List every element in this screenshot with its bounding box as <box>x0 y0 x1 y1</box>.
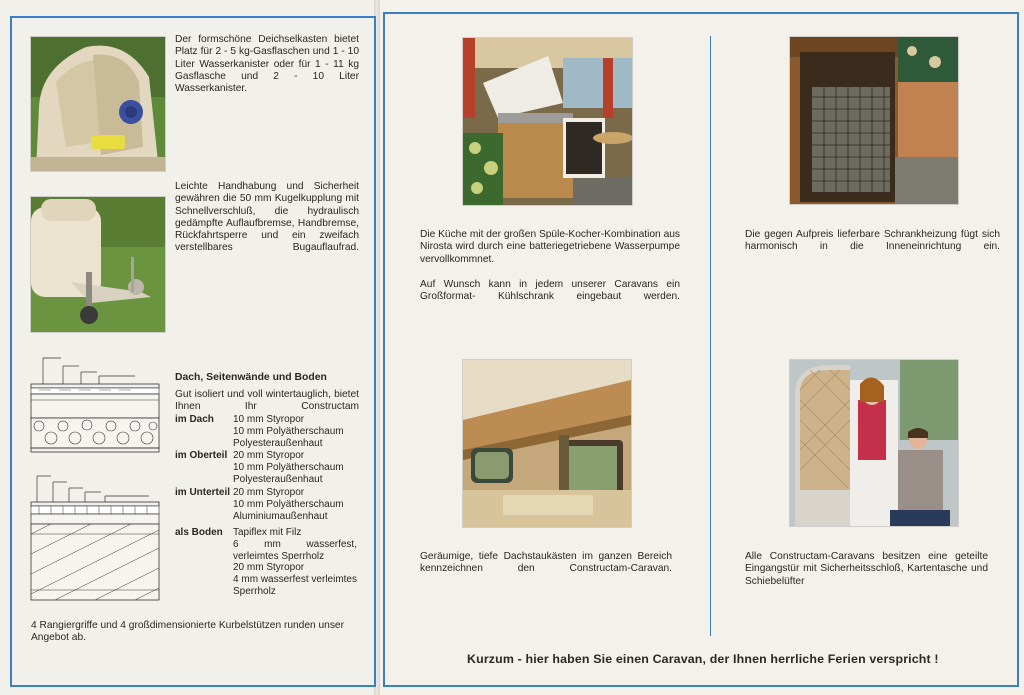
spec-roof <box>175 414 365 450</box>
spec-lower-line: 10 mm Polyätherschaum <box>233 498 344 510</box>
roof-storage-caption: Geräumige, tiefe Dachstaukästen im ganzen Bereich kennzeichnen den Constructam-Caravan. <box>420 551 672 575</box>
entrance-door-caption: Alle Constructam-Caravans besitzen eine geteilte Eingangstür mit Sicherheitsschloß, Kartentasche und Schiebelüfter <box>745 551 988 587</box>
coupling-photo <box>31 197 165 332</box>
spec-upper-label: im Oberteil <box>175 450 228 461</box>
kitchen-caption: Die Küche mit der großen Spüle-Kocher-Kombination aus Nirosta wird durch eine batteriegetriebene Wasserpumpe vervollkommnet. <box>420 229 680 265</box>
entrance-door-photo <box>790 360 958 526</box>
spec-upper-line: 10 mm Polyätherschaum <box>233 461 344 473</box>
spec-lower <box>175 487 365 523</box>
heater-photo <box>790 37 958 204</box>
spec-floor-line: 4 mm wasserfest verleimtes Sperrholz <box>233 574 357 597</box>
spec-upper-line: 20 mm Styropor <box>233 450 305 461</box>
column-divider <box>710 36 711 636</box>
spec-lower-line: Aluminiumaußenhaut <box>233 510 328 522</box>
spec-floor-line: 20 mm Styropor <box>233 562 305 574</box>
construction-heading: Dach, Seitenwände und Boden <box>175 372 327 383</box>
roof-cross-section-diagram <box>29 354 161 464</box>
coupling-caption: Leichte Handhabung und Sicherheit gewähren die 50 mm Kugelkupplung mit Schnellverschluß, die hydraulisch gedämpfte Auflaufbremse, Handbremse, Rückfahrtsperre und ein zweifach verstellbares Bugauflaufrad. <box>175 181 359 254</box>
floor-cross-section-diagram <box>29 470 161 604</box>
spec-upper-line: Polyesteraußenhaut <box>233 473 323 485</box>
spec-roof-label: im Dach <box>175 414 214 425</box>
kitchen-photo <box>463 38 632 205</box>
spec-floor-line: 6 mm wasserfest, verleimtes Sperrholz <box>233 538 357 562</box>
drawbar-box-caption: Der formschöne Deichselkasten bietet Platz für 2 - 5 kg-Gasflaschen und 1 - 10 Liter Wasserkanister oder für 1 - 11 kg Gasflasche und 2 - 10 Liter Wasserkanister. <box>175 34 359 95</box>
spec-roof-line: Polyesteraußenhaut <box>233 437 323 449</box>
construction-intro: Gut isoliert und voll wintertauglich, bietet Ihnen Ihr Constructam <box>175 389 359 413</box>
spec-lower-label: im Unterteil <box>175 487 231 498</box>
roof-storage-photo <box>463 360 631 527</box>
heater-caption: Die gegen Aufpreis lieferbare Schrankheizung fügt sich harmonisch in die Inneneinrichtung ein. <box>745 229 1000 253</box>
spec-roof-line: 10 mm Polyätherschaum <box>233 425 344 437</box>
spec-upper <box>175 450 365 486</box>
closing-slogan: Kurzum - hier haben Sie einen Caravan, der Ihnen herrliche Ferien verspricht ! <box>467 652 939 666</box>
left-footer-text: 4 Rangiergriffe und 4 großdimensionierte Kurbelstützen runden unser Angebot ab. <box>31 620 344 644</box>
spec-floor-line: Tapiflex mit Filz <box>233 527 302 538</box>
drawbar-box-photo <box>31 37 165 171</box>
spec-floor <box>175 527 365 597</box>
fridge-caption: Auf Wunsch kann in jedem unserer Caravans ein Großformat- Kühlschrank eingebaut werden. <box>420 279 680 303</box>
spec-floor-label: als Boden <box>175 527 223 538</box>
spec-lower-line: 20 mm Styropor <box>233 487 305 498</box>
spec-roof-line: 10 mm Styropor <box>233 414 305 425</box>
